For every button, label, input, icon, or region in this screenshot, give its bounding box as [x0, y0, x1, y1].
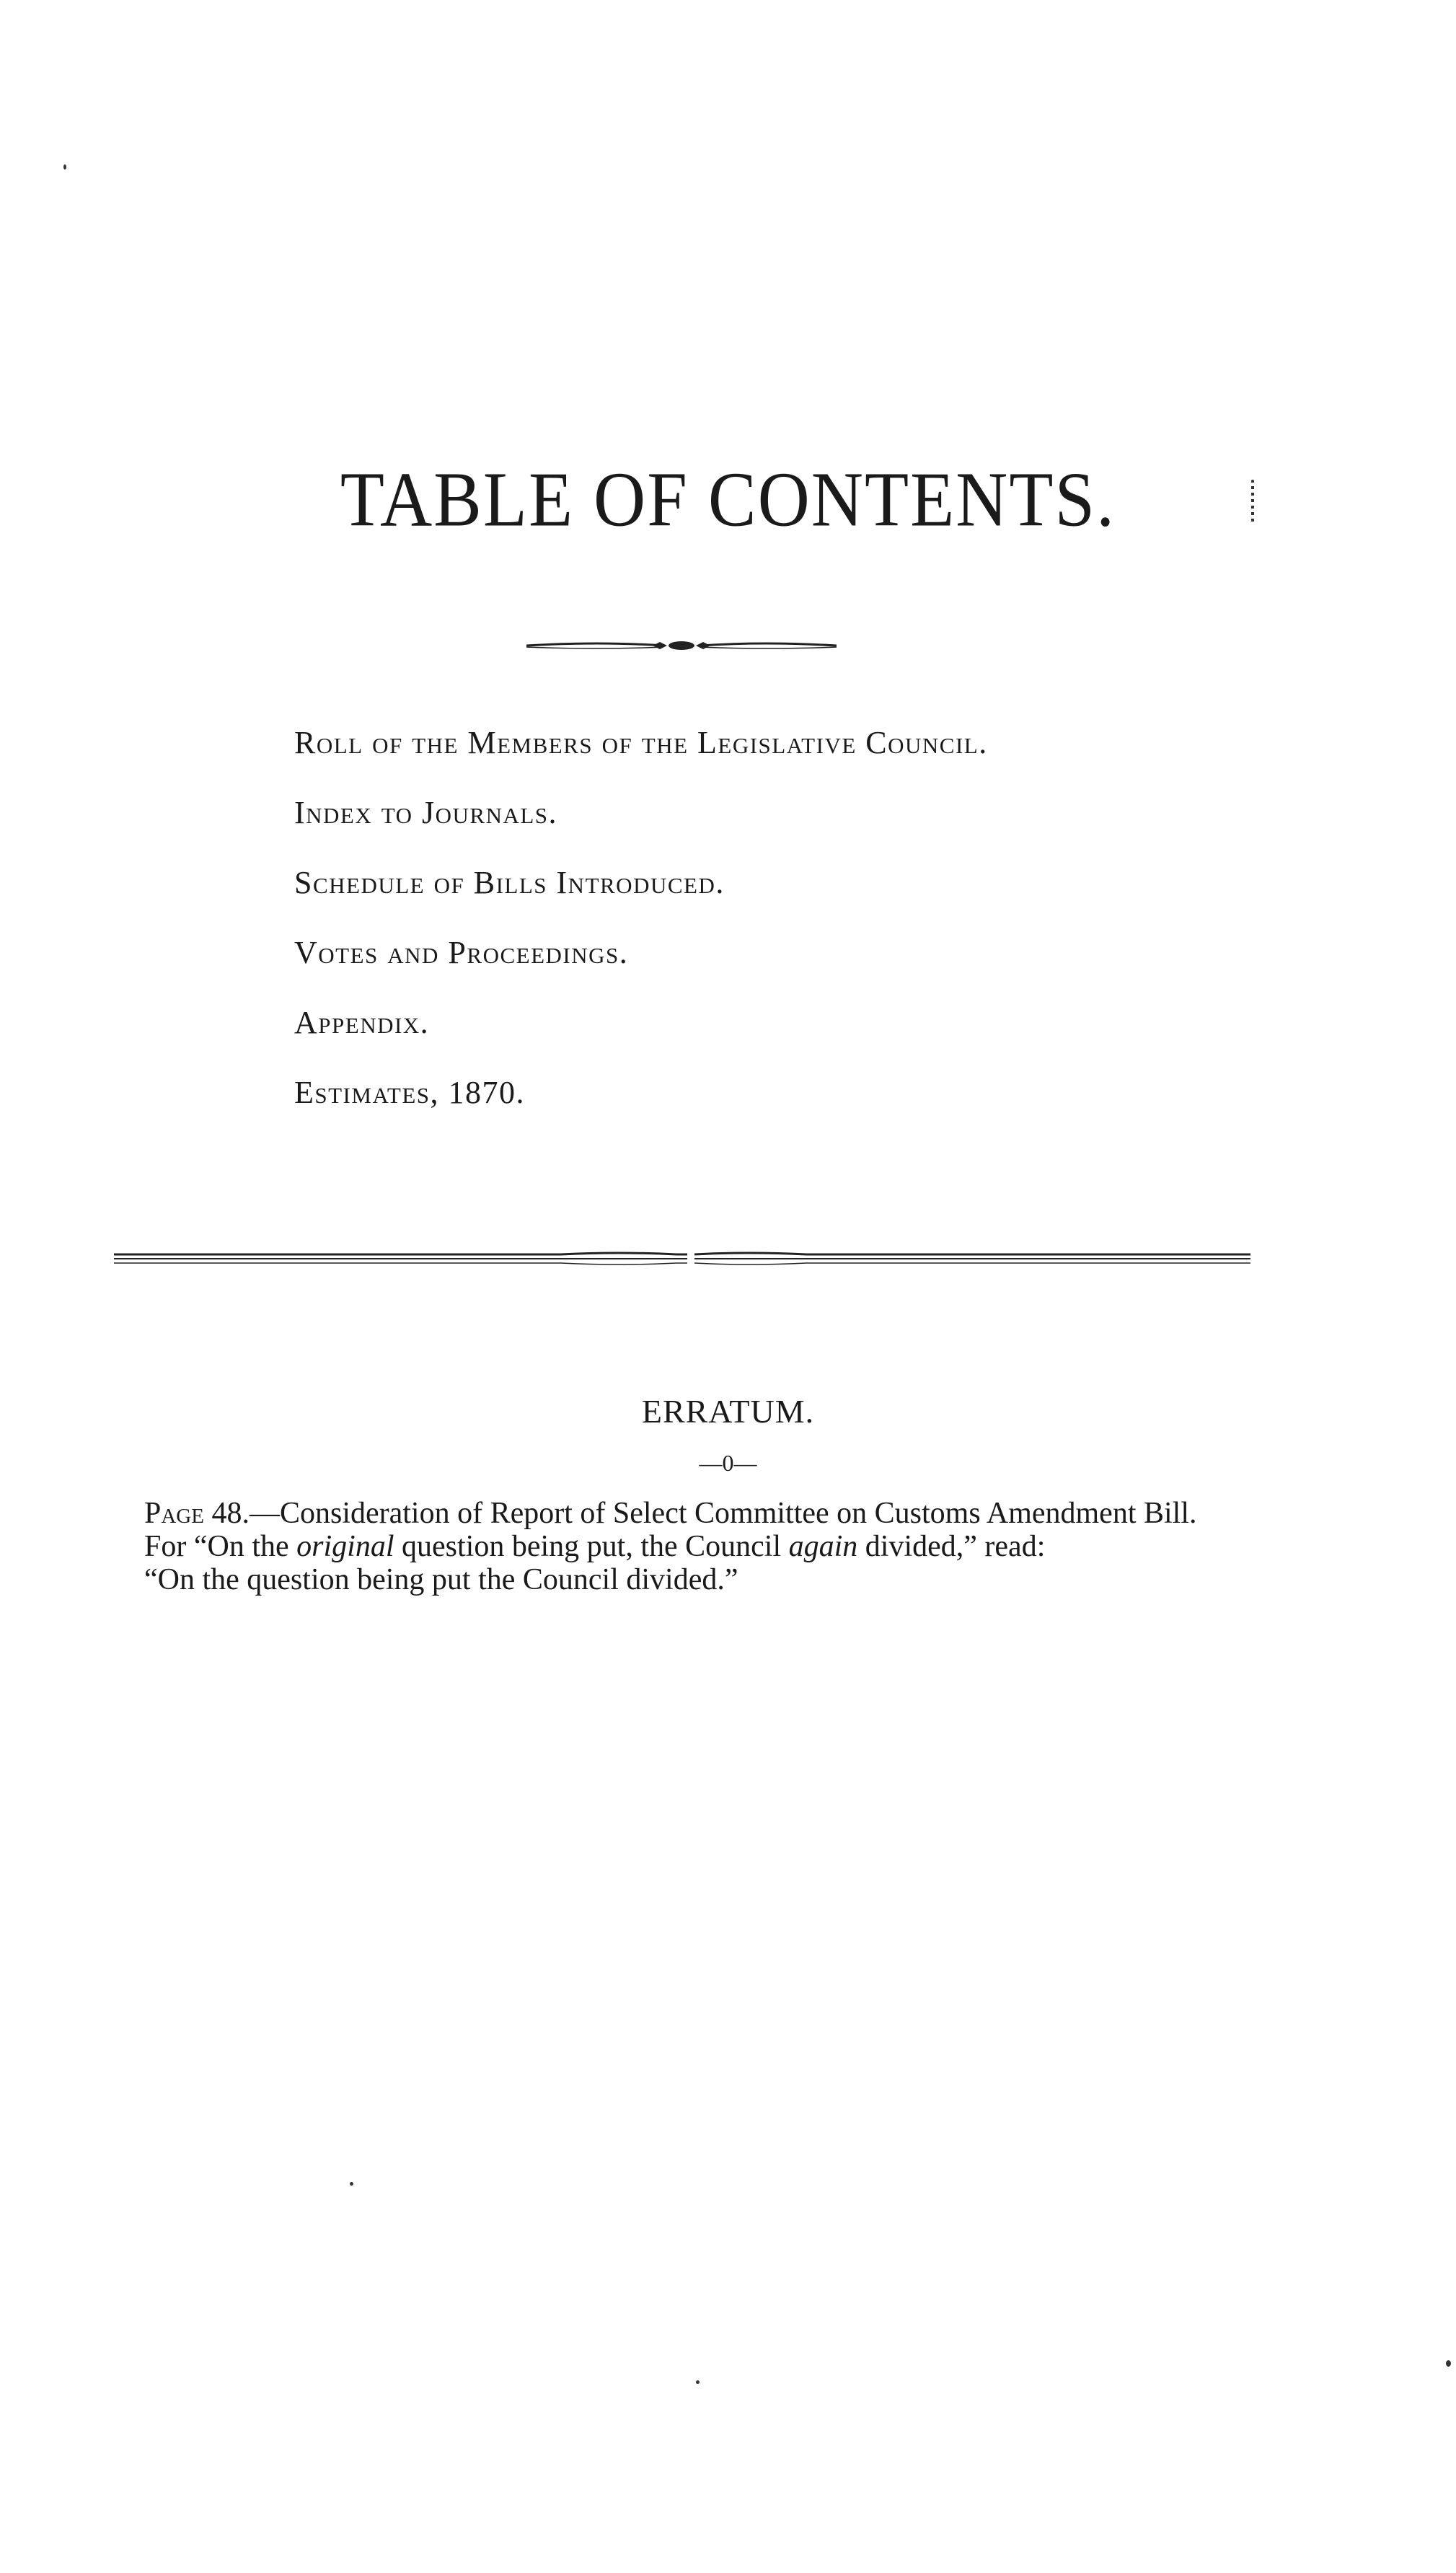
erratum-separator: —0—: [699, 1450, 757, 1476]
erratum-line-1-text: —Consideration of Report of Select Committee on Customs Amendment Bill.: [249, 1497, 1197, 1530]
contents-item-roll[interactable]: Roll of the Members of the Legislative Council.: [294, 725, 988, 760]
contents-item-votes[interactable]: Votes and Proceedings.: [294, 935, 629, 970]
contents-item-estimates[interactable]: Estimates, 1870.: [294, 1075, 526, 1110]
erratum-quote-part-c: divided,”: [857, 1530, 977, 1563]
page-title: TABLE OF CONTENTS.: [340, 456, 1116, 543]
erratum-body: [112, 1497, 1258, 1596]
erratum-line-1: [112, 1497, 1258, 1530]
scan-speck: [1251, 480, 1254, 523]
erratum-heading: ERRATUM.: [641, 1393, 815, 1430]
scan-speck: [1446, 2360, 1451, 2367]
erratum-page-ref: Page 48.: [144, 1497, 250, 1530]
title-ornament-divider: [526, 631, 837, 660]
contents-item-appendix[interactable]: Appendix.: [294, 1005, 430, 1040]
erratum-italic-original: original: [296, 1530, 394, 1563]
contents-list: [294, 721, 988, 1141]
section-divider-rule: [114, 1250, 1250, 1269]
contents-item-index[interactable]: Index to Journals.: [294, 795, 558, 830]
erratum-read-label: read:: [976, 1530, 1046, 1563]
erratum-quote-part-b: question being put, the Council: [394, 1530, 789, 1563]
scan-speck: [63, 164, 66, 170]
erratum-italic-again: again: [788, 1530, 858, 1563]
scan-speck: [350, 2182, 353, 2186]
erratum-line-2: [112, 1530, 1258, 1563]
contents-item-schedule[interactable]: Schedule of Bills Introduced.: [294, 865, 725, 900]
erratum-quote-part-a: “On the: [193, 1530, 297, 1563]
scan-speck: [696, 2380, 700, 2384]
erratum-line-3: “On the question being put the Council divided.”: [144, 1563, 738, 1596]
erratum-for-label: For: [144, 1530, 187, 1563]
